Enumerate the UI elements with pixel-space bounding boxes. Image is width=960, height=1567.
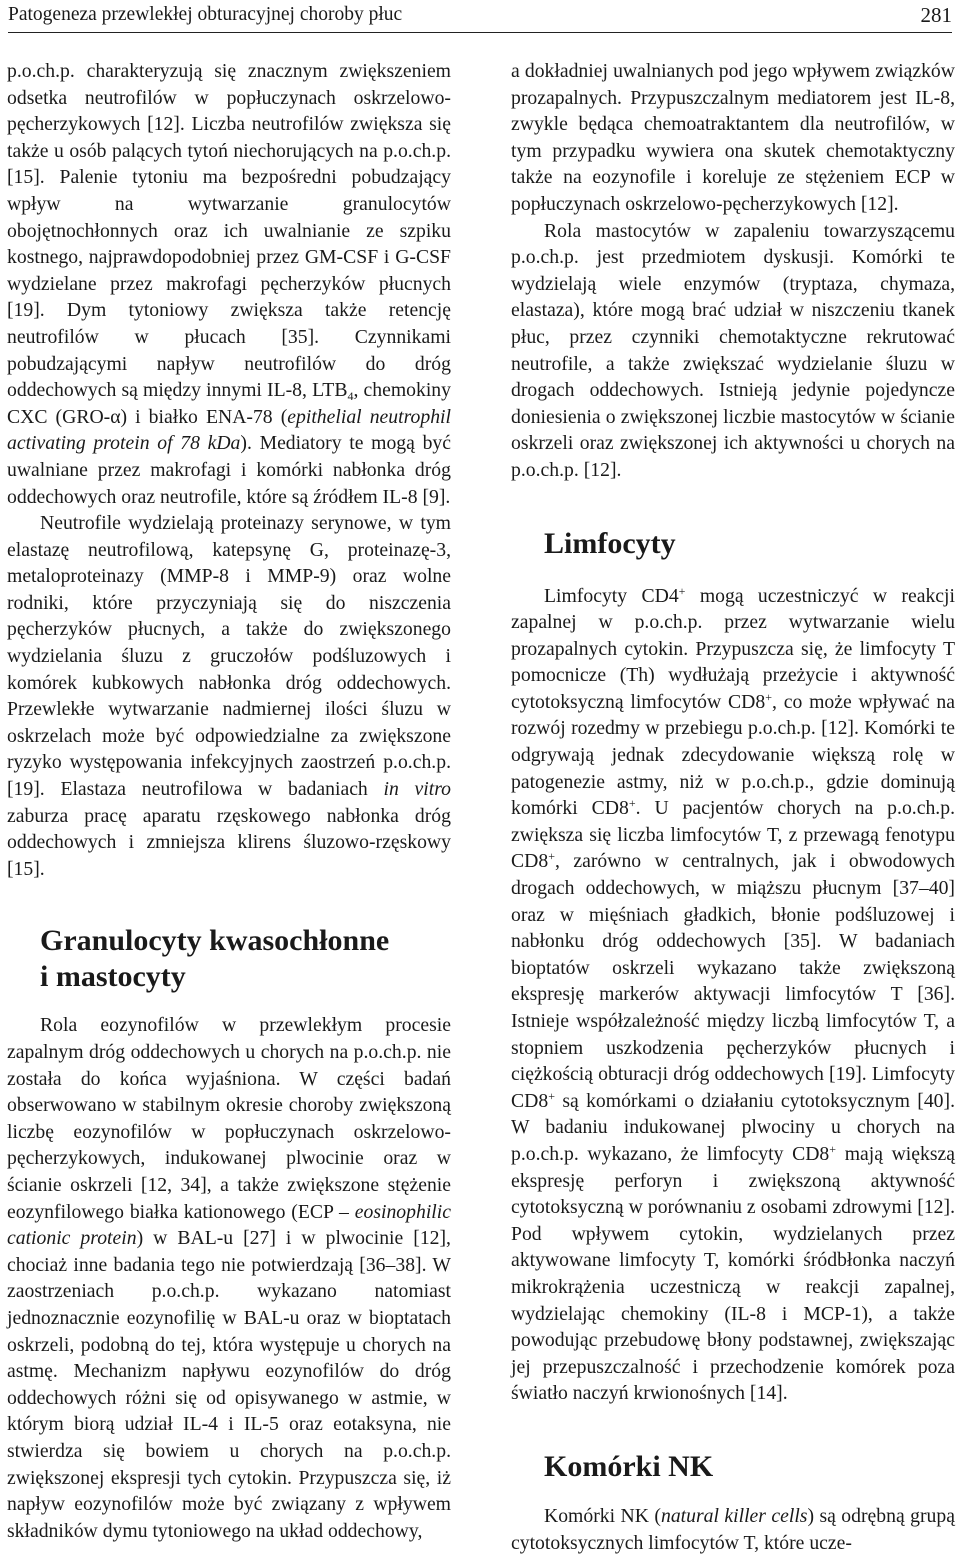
running-header [8,2,952,33]
page-number: 281 [920,3,952,27]
paragraph-mast-cells: Rola mastocytów w zapaleniu towarzyszącemu p.o.ch.p. jest przedmiotem dyskusji. Komórki te wydzielają wiele enzymów (tryptaza, chymaza, elastaza), które mogą brać udział w niszczeniu tkanek płuc, przez czynniki chemotaktyczne rekrutować neutrofile, a także zwiększać wydzielanie śluzu w drogach oddechowych. Istnieją jedynie pojedyncze doniesienia o zwiększonej liczbie mastocytów w ścianie oskrzeli oraz zwiększonej ich aktywności u chorych na p.o.ch.p. [12]. [511,219,955,481]
running-title: Patogeneza przewlekłej obturacyjnej choroby płuc [8,4,403,25]
paragraph-lymphocytes: Limfocyty CD4+ mogą uczestniczyć w reakcji zapalnej w p.o.ch.p. przez wytwarzanie wielu prozapalnych cytokin. Przypuszcza się, że limfocyty T pomocnicze (Th) wydłużają przeżycie i aktywność cytotoksyczną limfocytów CD8+, co może wpływać na rozwój rozedmy w przebiegu p.o.ch.p. [12]. Komórki te odgrywają jednak zdecydowanie większą rolę w patogenezie astmy, niż w p.o.ch.p., gdzie dominują komórki CD8+. U pacjentów chorych na p.o.ch.p. zwiększa się liczba limfocytów T, z przewagą fenotypu CD8+, zarówno w centralnych, jak i obwodowych drogach oddechowych, w miąższu płucnym [37–40] oraz w mięśniach gładkich, błonie podśluzowej i nabłonku dróg oddechowych [35]. W badaniach bioptatów oskrzeli wykazano także zwiększoną ekspresję markerów aktywacji limfocytów T [36]. Istnieje współzależność między liczbą limfocytów T, a stopniem uszkodzenia pęcherzyków płucnych i ciężkością obturacji dróg oddechowych [19]. Limfocyty CD8+ są komórkami o działaniu cytotoksycznym [40]. W badaniu indukowanej plwociny u chorych na p.o.ch.p. wykazano, że limfocyty CD8+ mają większą ekspresję perforyn i zwiększoną aktywność cytotoksyczną w porównaniu z osobami zdrowymi [12]. Pod wpływem cytokin, wydzielanych przez aktywowane limfocyty T, komórki śródbłonka naczyń mikrokrążenia uczestniczą w reakcji zapalnej, wydzielając chemokiny (IL-8 i MCP-1), a także powodując przebudowę błony podstawnej, zwiększając jej przepuszczalność i przechodzenie komórek poza światło naczyń krwionośnych [14]. [511,583,956,1405]
section-heading-nk-cells: Komórki NK [544,1449,714,1483]
paragraph-eosinophils: Rola eozynofilów w przewlekłym procesie zapalnym dróg oddechowych u chorych na p.o.ch.p. nie została do końca wyjaśniona. W części badań obserwowano w stabilnym okresie choroby zwiększoną liczbę eozynofilów w popłuczynach oskrzelowo-pęcherzykowych, indukowanej plwocinie oraz w ścianie oskrzeli [12, 34], a także zwiększone stężenie eozynfilowego białka kationowego (ECP – eosinophilic cationic protein) w BAL-u [27] i w plwocinie [12], chociaż inne badania tego nie potwierdzają [36–38]. W zaostrzeniach p.o.ch.p. wykazano natomiast jednoznacznie eozynofilię w BAL-u oraz w bioptatach oskrzeli, podobną do tej, która występuje u chorych na astmę. Mechanizm napływu eozynofilów do dróg oddechowych różni się od opisywanego w astmie, w którym biorą udział IL-4 i IL-5 oraz eotaksyna, nie stwierdza się bowiem u chorych na p.o.ch.p. zwiększonej ekspresji tych cytokin. Przypuszcza się, iż napływ eozynofilów może być związany z wpływem składników dymu tytoniowego na układ oddechowy, [7,1014,451,1542]
paragraph-neutrophils-intro: p.o.ch.p. charakteryzują się znacznym zwiększeniem odsetka neutrofilów w popłuczynach oskrzelowo-pęcherzykowych [12]. Liczba neutrofilów zwiększa się także u osób palących tytoń niechorujących na p.o.ch.p. [15]. Palenie tytoniu ma bezpośredni pobudzający wpływ na wytwarzanie granulocytów obojętnochłonnych oraz ich uwalnianie ze szpiku kostnego, najprawdopodobniej przez GM-CSF i G-CSF wydzielane przez makrofagi pęcherzyków płucnych [19]. Dym tytoniowy zwiększa także retencję neutrofilów w płucach [35]. Czynnikami pobudzającymi napływ neutrofilów do dróg oddechowych są między innymi IL-8, $LTB_4$, chemokiny CXC (GRO-α) i białko ENA-78 (epithelial neutrophil activating protein of 78 kDa). Mediatory te mogą być uwalniane przez makrofagi i komórki nabłonka dróg oddechowych oraz neutrofile, które są źródłem IL-8 [9]. [7,60,451,508]
paragraph-eosinophils-continued: a dokładniej uwalnianych pod jego wpływem związków prozapalnych. Przypuszczalnym mediatorem jest IL-8, zwykle będąca chemoatraktantem dla neutrofilów, w tym przypadku wywiera ona skutek chemotaktyczny także na eozynofile i koreluje ze stężeniem ECP w popłuczynach oskrzelowo-pęcherzykowych [12]. [511,60,955,215]
paragraph-nk-cells: Komórki NK (natural killer cells) są odrębną grupą cytotoksycznych limfocytów T, które ucze- [511,1504,955,1554]
right-column [511,58,955,1556]
section-heading-granulocytes: Granulocyty kwasochłonne i mastocyty [40,924,390,994]
left-column [7,58,451,1544]
section-heading-lymphocytes: Limfocyty [544,526,676,560]
paragraph-neutrophil-proteinases: Neutrofile wydzielają proteinazy serynowe, w tym elastazę neutrofilową, katepsynę G, proteinazę-3, metaloproteinazy (MMP-8 i MMP-9) oraz wolne rodniki, które przyczyniają się do niszczenia pęcherzyków płucnych, a także do zwiększonego wydzielania śluzu z gruczołów podśluzowych i komórek kubkowych nabłonka dróg oddechowych. Przewlekłe wytwarzanie nadmiernej ilości śluzu w oskrzelach może być odpowiedzialne za zwiększone ryzyko występowania infekcyjnych zaostrzeń p.o.ch.p. [19]. Elastaza neutrofilowa w badaniach in vitro zaburza pracę aparatu rzęskowego nabłonka dróg oddechowych i zmniejsza klirens śluzowo-rzęskowy [15]. [7,512,451,880]
